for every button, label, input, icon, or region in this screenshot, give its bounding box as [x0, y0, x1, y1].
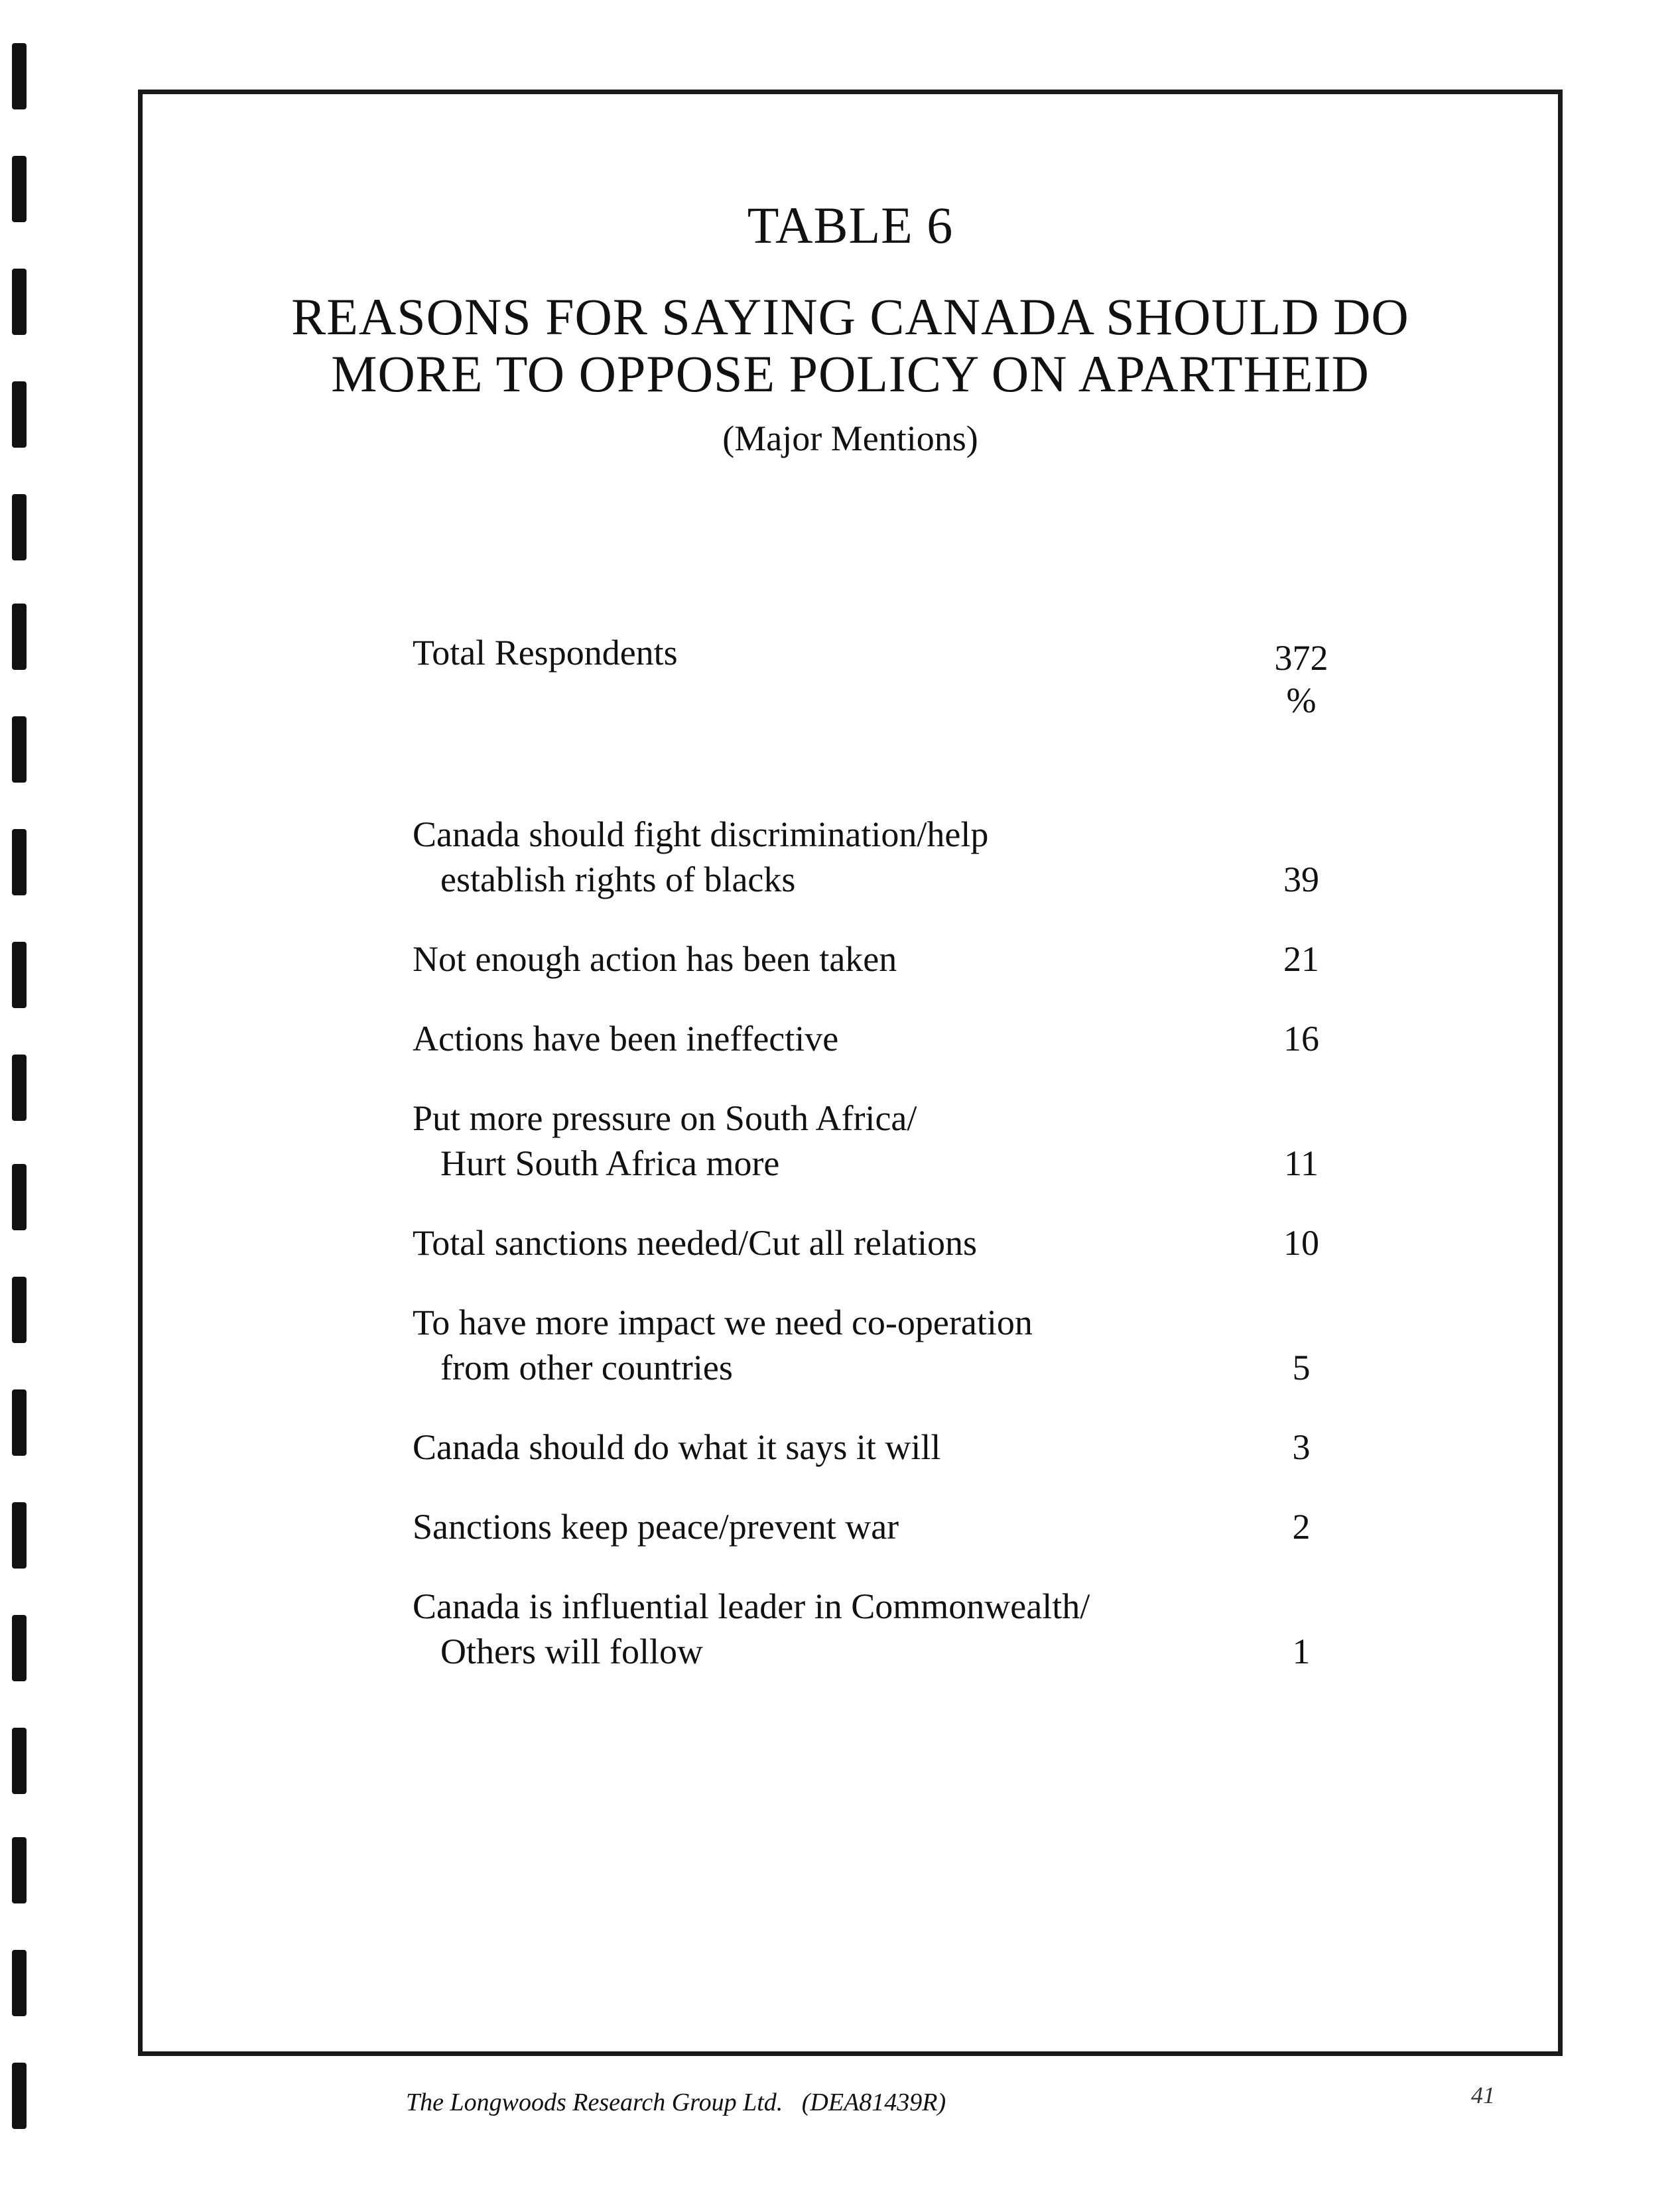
- table-row: [413, 1300, 1374, 1390]
- row-label: [413, 1584, 1175, 1674]
- row-value: 1: [1292, 1632, 1311, 1671]
- binder-mark: [12, 716, 27, 783]
- row-value: 3: [1292, 1427, 1311, 1467]
- header-row: [413, 631, 1374, 751]
- row-value: 21: [1283, 939, 1319, 979]
- row-value: 39: [1283, 860, 1319, 899]
- row-label: [413, 1220, 1175, 1265]
- row-label-line-1: Put more pressure on South Africa/: [413, 1098, 917, 1138]
- table-row: [413, 1220, 1374, 1265]
- footer-credit: The Longwoods Research Group Ltd. (DEA81439R): [406, 2089, 946, 2116]
- binder-mark: [12, 494, 27, 560]
- binder-mark: [12, 156, 27, 222]
- row-label: [413, 812, 1175, 902]
- table-row: [413, 1504, 1374, 1549]
- data-table: [413, 631, 1374, 1671]
- row-label-line-2: Others will follow: [440, 1632, 703, 1671]
- table-row: [413, 936, 1374, 982]
- row-label: [413, 936, 1175, 982]
- percent-unit: %: [1286, 680, 1317, 720]
- table-row: [413, 812, 1374, 902]
- row-label: [413, 1504, 1175, 1549]
- binder-mark: [12, 1277, 27, 1343]
- title-block: [138, 196, 1563, 460]
- row-label: [413, 1096, 1175, 1186]
- binder-mark: [12, 1837, 27, 1903]
- row-label-line-1: Total sanctions needed/Cut all relations: [413, 1223, 978, 1263]
- row-label-line-2: establish rights of blacks: [440, 860, 796, 899]
- table-heading-line-2: MORE TO OPPOSE POLICY ON APARTHEID: [331, 345, 1370, 403]
- row-label-line-1: To have more impact we need co-operation: [413, 1303, 1033, 1342]
- row-value: 11: [1284, 1143, 1319, 1183]
- binder-mark: [12, 43, 27, 109]
- binder-mark: [12, 604, 27, 670]
- table-rows: [413, 812, 1374, 1708]
- binder-mark: [12, 1950, 27, 2016]
- row-label: [413, 1300, 1175, 1390]
- row-label-line-1: Actions have been ineffective: [413, 1019, 839, 1059]
- binder-mark: [12, 381, 27, 448]
- row-label: [413, 1425, 1175, 1470]
- table-row: [413, 1584, 1374, 1674]
- total-respondents-value: 372: [1274, 638, 1328, 678]
- row-value: 5: [1292, 1348, 1311, 1387]
- table-label: TABLE 6: [747, 196, 954, 254]
- table-heading-line-1: REASONS FOR SAYING CANADA SHOULD DO: [291, 288, 1409, 346]
- table-subheading: (Major Mentions): [722, 418, 978, 458]
- row-label-line-1: Canada should fight discrimination/help: [413, 814, 989, 854]
- binder-mark: [12, 829, 27, 895]
- row-label-line-1: Sanctions keep peace/prevent war: [413, 1507, 899, 1547]
- row-label-line-2: Hurt South Africa more: [440, 1143, 780, 1183]
- total-respondents-label: Total Respondents: [413, 633, 678, 673]
- binder-mark: [12, 1728, 27, 1794]
- binder-mark: [12, 1164, 27, 1230]
- table-row: [413, 1096, 1374, 1186]
- table-row: [413, 1016, 1374, 1061]
- row-value: 16: [1283, 1019, 1319, 1059]
- row-label: [413, 1016, 1175, 1061]
- row-label-line-1: Canada is influential leader in Commonwealth/: [413, 1586, 1090, 1626]
- binder-mark: [12, 1502, 27, 1569]
- table-row: [413, 1425, 1374, 1470]
- binder-mark: [12, 269, 27, 335]
- binder-mark: [12, 1615, 27, 1681]
- row-label-line-1: Not enough action has been taken: [413, 939, 897, 979]
- row-value: 10: [1283, 1223, 1319, 1263]
- row-label-line-2: from other countries: [440, 1348, 733, 1387]
- row-value: 2: [1292, 1507, 1311, 1547]
- binder-mark: [12, 2063, 27, 2129]
- binder-mark: [12, 942, 27, 1008]
- row-label-line-1: Canada should do what it says it will: [413, 1427, 941, 1467]
- binder-mark: [12, 1055, 27, 1121]
- page-number: 41: [1471, 2082, 1495, 2108]
- binder-mark: [12, 1389, 27, 1456]
